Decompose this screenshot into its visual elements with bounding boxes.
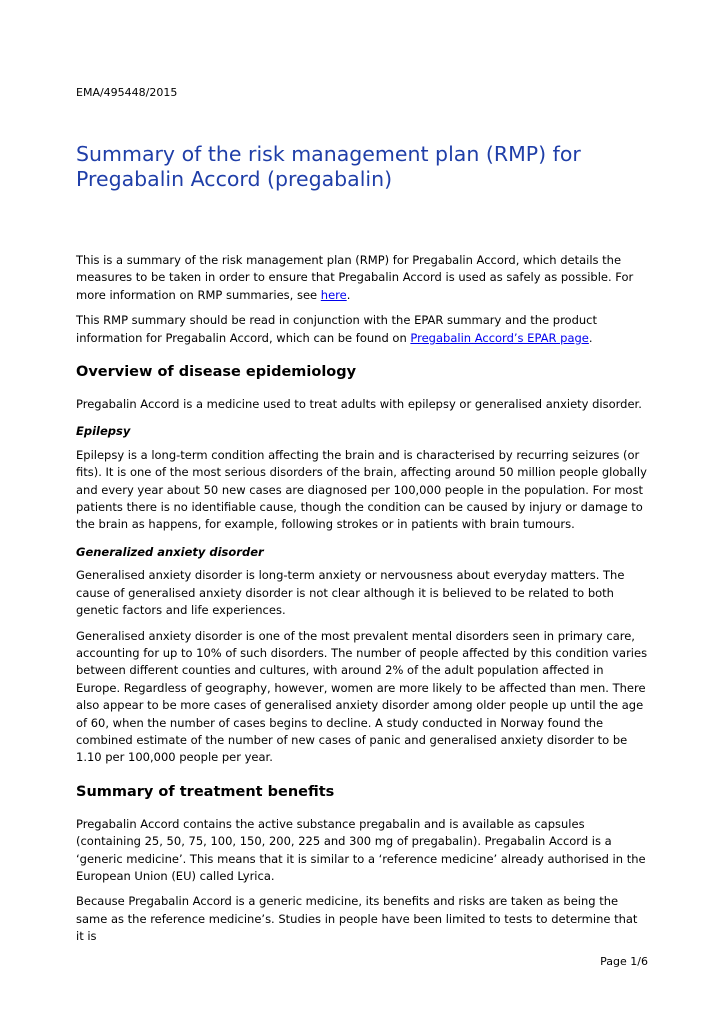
epar-page-link[interactable]: Pregabalin Accord’s EPAR page bbox=[410, 330, 589, 345]
document-reference: EMA/495448/2015 bbox=[76, 86, 178, 99]
title-line-2: Pregabalin Accord (pregabalin) bbox=[76, 167, 393, 191]
rmp-summaries-link[interactable]: here bbox=[320, 287, 347, 302]
gad-subheading: Generalized anxiety disorder bbox=[76, 544, 264, 559]
epidemiology-intro: Pregabalin Accord is a medicine used to treat adults with epilepsy or generalised anxiety disorder. bbox=[76, 397, 642, 412]
benefits-heading: Summary of treatment benefits bbox=[76, 783, 335, 800]
gad-paragraph-2: Generalised anxiety disorder is one of the most prevalent mental disorders seen in primary care, accounting for up to 10% of such disorders. The number of people affected by this condition varies between different counties and cultures, with around 2% of the adult population affected in Europe. Regardless of geography, however, women are more likely to be affected than men. There also appear to be more cases of generalised anxiety disorder among older people up until the age of 60, when the number of cases begins to decline. A study conducted in Norway found the combined estimate of the number of new cases of panic and generalised anxiety disorder to be 1.10 per 100,000 people per year. bbox=[76, 628, 648, 765]
intro-text-1: This is a summary of the risk management plan (RMP) for Pregabalin Accord, which details the measures to be taken in order to ensure that Pregabalin Accord is used as safely as possible. For more information on RMP summaries, see bbox=[76, 253, 634, 302]
epilepsy-subheading: Epilepsy bbox=[76, 424, 131, 439]
epilepsy-paragraph: Epilepsy is a long-term condition affecting the brain and is characterised by recurring seizures (or fits). It is one of the most serious disorders of the brain, affecting around 50 million people globally and every year about 50 new cases are diagnosed per 100,000 people in the population. For most patients there is no identifiable cause, though the condition can be caused by injury or damage to the brain as happens, for example, following strokes or in patients with brain tumours. bbox=[76, 447, 647, 532]
intro-text-2: This RMP summary should be read in conjunction with the EPAR summary and the product information for Pregabalin Accord, which can be found on bbox=[76, 313, 598, 345]
page-number: Page 1/6 bbox=[600, 955, 648, 968]
benefits-paragraph-1: Pregabalin Accord contains the active substance pregabalin and is available as capsules (containing 25, 50, 75, 100, 150, 200, 225 and 300 mg of pregabalin). Pregabalin Accord is a ‘generic medicine’. This means that it is similar to a ‘reference medicine’ already authorised in the European Union (EU) called Lyrica. bbox=[76, 816, 646, 883]
intro-paragraph-1 bbox=[76, 252, 648, 304]
intro-end-2: . bbox=[588, 330, 593, 345]
document-body bbox=[76, 252, 648, 954]
epidemiology-heading: Overview of disease epidemiology bbox=[76, 364, 357, 381]
intro-paragraph-2 bbox=[76, 312, 648, 347]
document-page bbox=[76, 0, 648, 1024]
benefits-paragraph-2: Because Pregabalin Accord is a generic medicine, its benefits and risks are taken as being the same as the reference medicine’s. Studies in people have been limited to tests to determine that it is bbox=[76, 894, 638, 944]
title-line-1: Summary of the risk management plan (RMP) for bbox=[76, 142, 581, 166]
page-title bbox=[76, 142, 656, 192]
gad-paragraph-1: Generalised anxiety disorder is long-term anxiety or nervousness about everyday matters. The cause of generalised anxiety disorder is not clear although it is believed to be related to both genetic factors and life experiences. bbox=[76, 568, 625, 618]
intro-end-1: . bbox=[346, 287, 351, 302]
